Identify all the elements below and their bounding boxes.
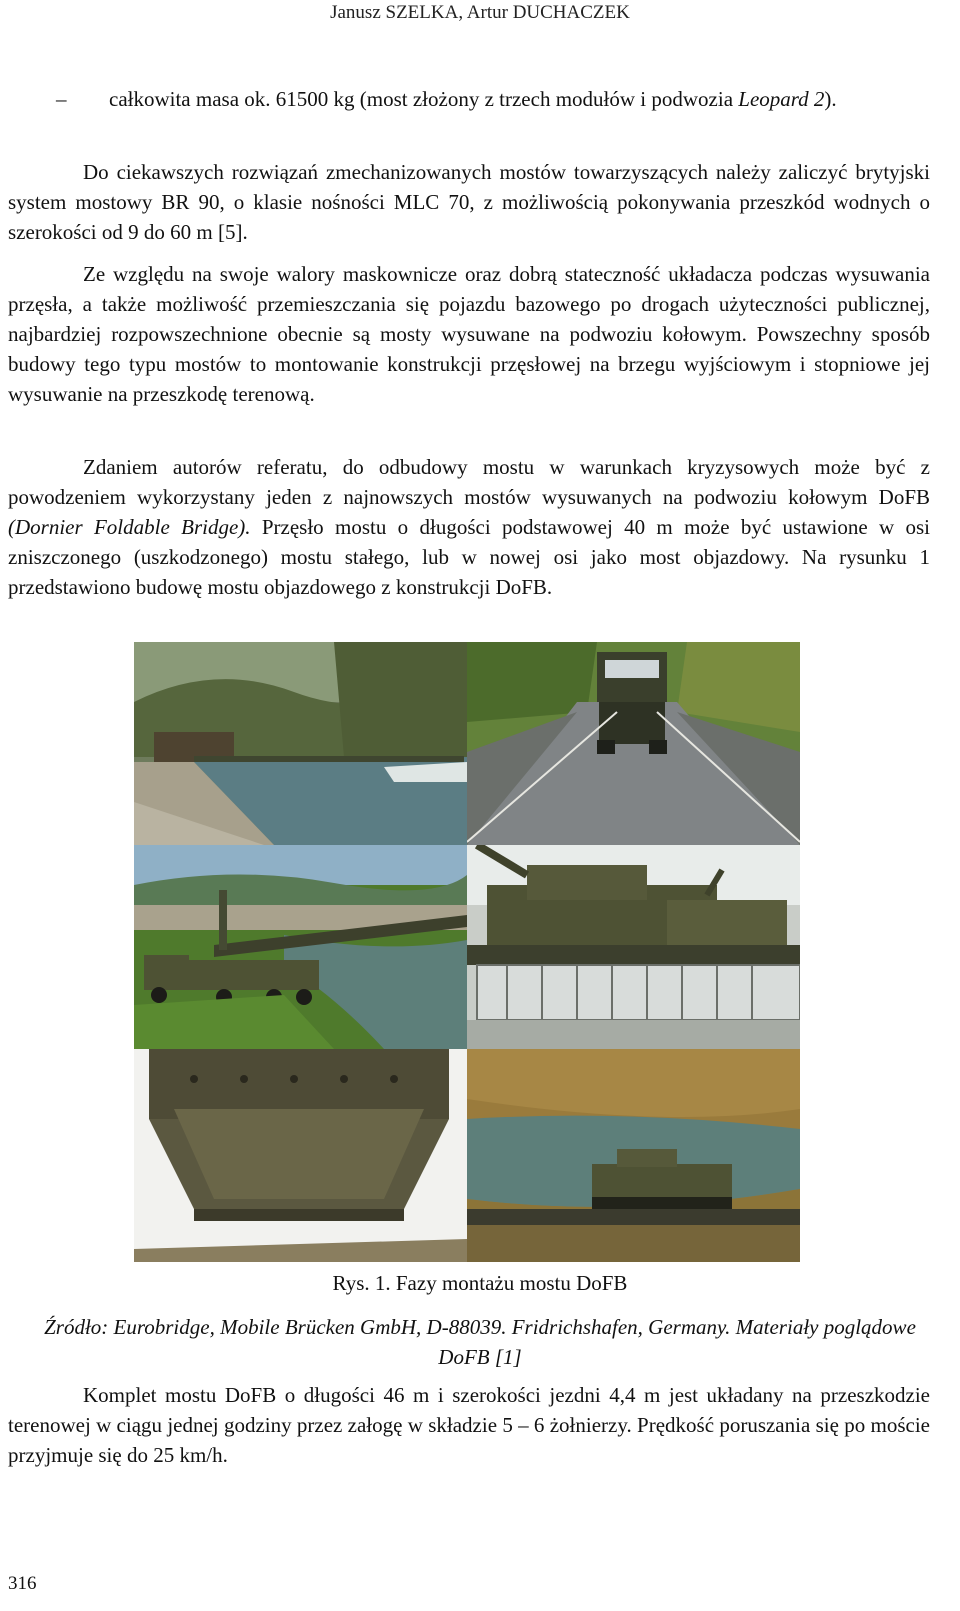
paragraph-dofb: Zdaniem autorów referatu, do odbudowy mostu w warunkach kryzysowych może być z powodzeniem wykorzystany jeden z najnowszych mostów wysuwanych na podwoziu kołowym DoFB (Dornier Foldable Bridge). Przęsło mostu o długości podstawowej 40 m może być ustawione w osi zniszczonego (uszkodzonego) mostu stałego, lub w nowej osi jako most objazdowy. Na rysunku 1 przedstawiono budowę mostu objazdowego z konstrukcji DoFB. [8,455,931,599]
photo-tank-crossing [467,845,800,1049]
running-header: Janusz SZELKA, Artur DUCHACZEK [330,2,630,23]
bullet-item [56,84,930,114]
paragraph-dofb-specs: Komplet mostu DoFB o długości 46 m i szerokości jezdni 4,4 m jest układany na przeszkodzie terenowej w ciągu jednej godziny przez załogę w składzie 5 – 6 żołnierzy. Prędkość poruszania się po moście przyjmuje się do 25 km/h. [8,1383,930,1467]
bullet-dash: – [56,87,67,111]
photo-bridge-underside [134,1049,467,1262]
bullet-italic: Leopard 2 [738,87,825,111]
photo-bridge-over-river [134,642,467,845]
photo-truck-on-deck [467,642,800,845]
paragraph-wheeled-bridges: Ze względu na swoje walory maskownicze oraz dobrą stateczność układacza podczas wysuwania przęsła, a także możliwość przemieszczania się pojazdu bazowego po drogach użyteczności publicznej, najbardziej rozpowszechnione obecnie są mosty wysuwane na podwoziu kołowym. Powszechny sposób budowy tego typu mostów to montowanie konstrukcji przęsłowej na brzegu wyjściowym i stopniowe jej wysuwanie na przeszkodę terenową. [8,262,930,406]
dofb-fullname: (Dornier Foldable Bridge). [8,515,251,539]
photo-apc-on-bridge [467,1049,800,1262]
figure-dofb-phases [134,642,800,1262]
paragraph-br90: Do ciekawszych rozwiązań zmechanizowanych mostów towarzyszących należy zaliczyć brytyjski system mostowy BR 90, o klasie nośności MLC 70, z możliwością pokonywania przeszkód wodnych o szerokości od 9 do 60 m [5]. [8,160,930,244]
figure-source: Źródło: Eurobridge, Mobile Brücken GmbH, D-88039. Fridrichshafen, Germany. Materiały poglądowe DoFB [1] [44,1315,916,1369]
page-number: 316 [8,1573,37,1594]
bullet-text: całkowita masa ok. 61500 kg (most złożony z trzech modułów i podwozia Leopard 2). [109,87,837,111]
figure-caption: Rys. 1. Fazy montażu mostu DoFB [332,1271,628,1295]
photo-trucks-laying-bridge [134,845,467,1049]
